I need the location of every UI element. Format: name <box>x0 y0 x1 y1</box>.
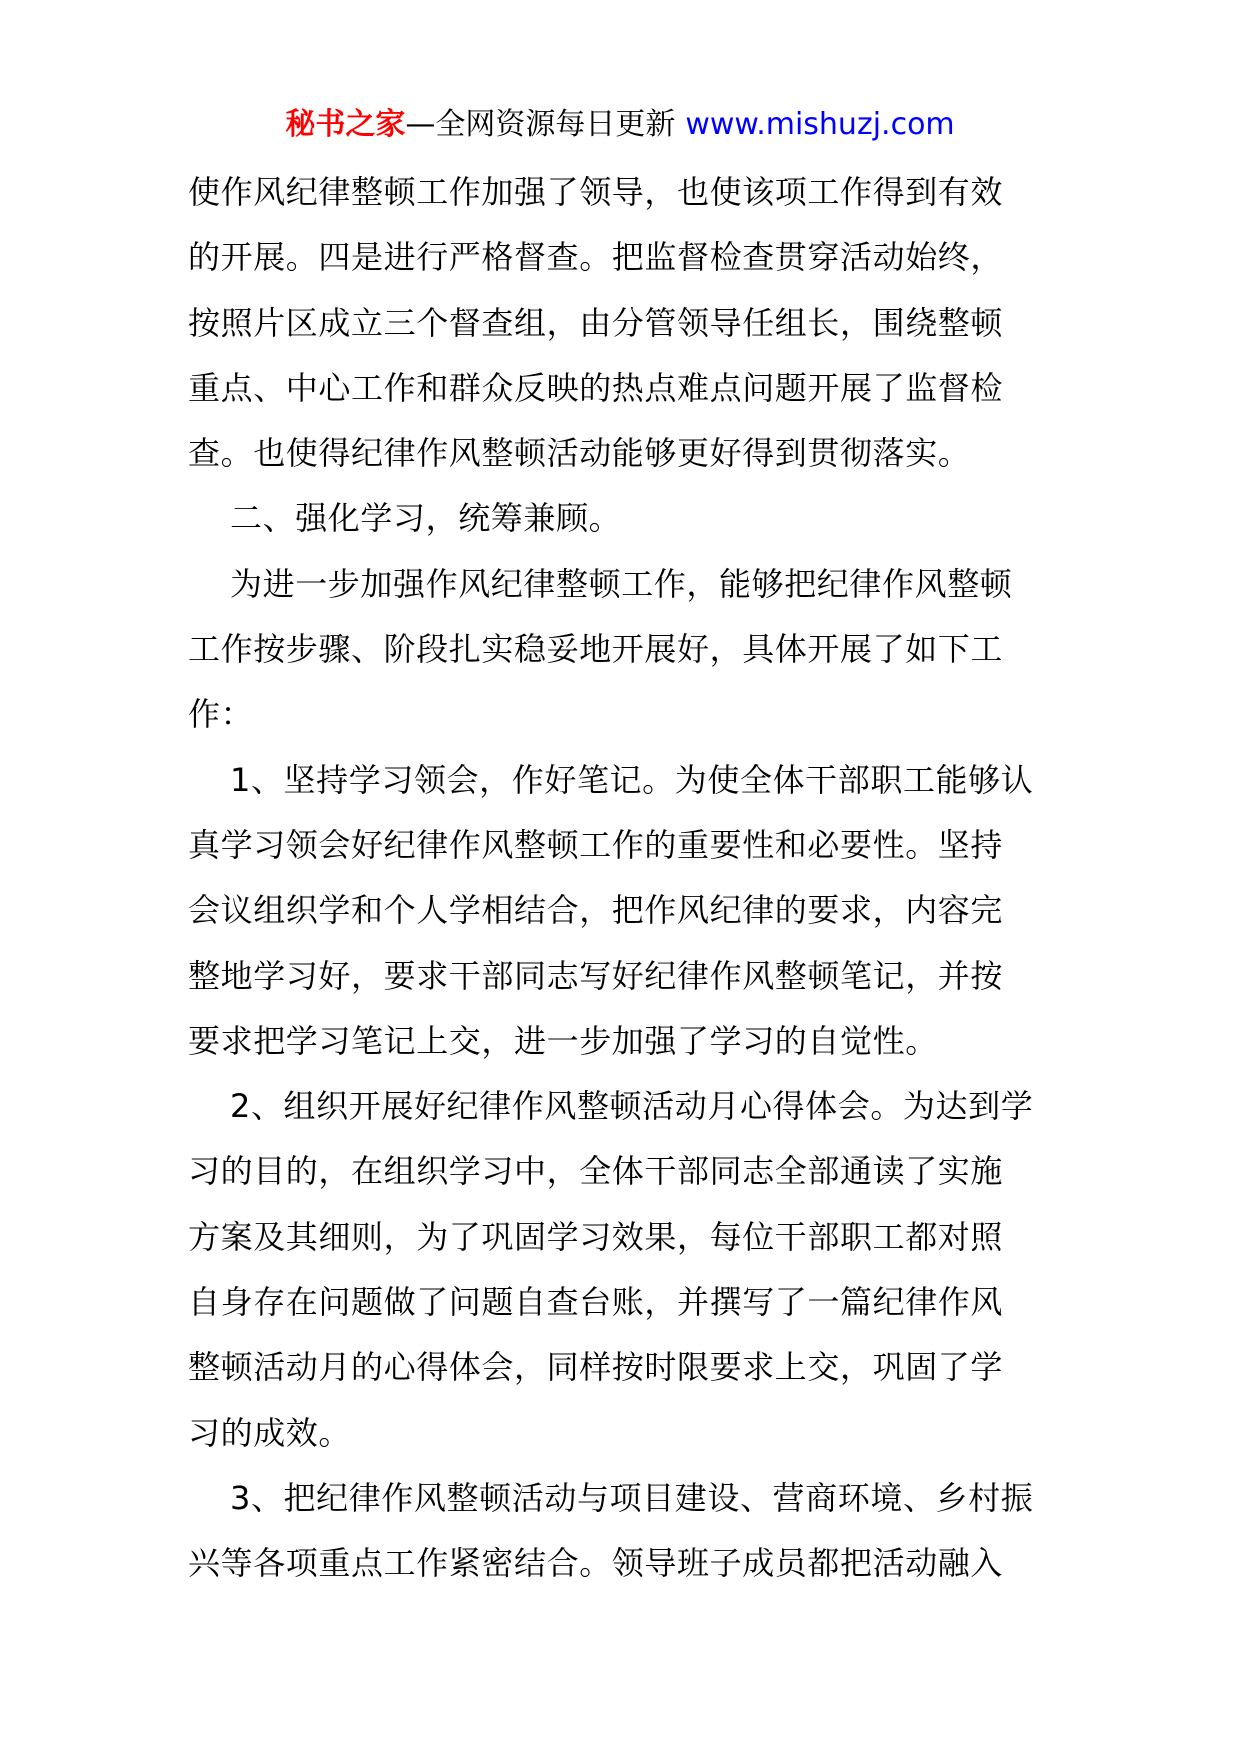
document-body <box>188 160 1068 1597</box>
text-line: 重点、中心工作和群众反映的热点难点问题开展了监督检 <box>188 368 1004 407</box>
text-line: 会议组织学和个人学相结合，把作风纪律的要求，内容完 <box>188 891 1004 930</box>
text-line: 要求把学习笔记上交，进一步加强了学习的自觉性。 <box>188 1021 938 1060</box>
list-item-start: 2、组织开展好纪律作风整顿活动月心得体会。为达到学 <box>230 1087 1034 1126</box>
text-line: 整地学习好，要求干部同志写好纪律作风整顿笔记，并按 <box>188 956 1004 995</box>
list-item-start: 3、把纪律作风整顿活动与项目建设、营商环境、乡村振 <box>230 1478 1034 1517</box>
page-header <box>0 98 1240 152</box>
text-line: 自身存在问题做了问题自查台账，并撰写了一篇纪律作风 <box>188 1283 1004 1322</box>
text-line: 习的成效。 <box>188 1413 352 1452</box>
text-line: 工作按步骤、阶段扎实稳妥地开展好，具体开展了如下工 <box>188 630 1004 669</box>
text-line: 按照片区成立三个督查组，由分管领导任组长，围绕整顿 <box>188 303 1004 342</box>
text-line: 真学习领会好纪律作风整顿工作的重要性和必要性。坚持 <box>188 825 1004 864</box>
text-line: 的开展。四是进行严格督查。把监督检查贯穿活动始终， <box>188 238 1004 277</box>
list-item-start: 1、坚持学习领会，作好笔记。为使全体干部职工能够认 <box>230 760 1034 799</box>
text-line: 习的目的，在组织学习中，全体干部同志全部通读了实施 <box>188 1152 1004 1191</box>
brand-name: 秘书之家 <box>285 107 406 142</box>
header-tagline: —全网资源每日更新 <box>405 107 676 142</box>
text-line: 兴等各项重点工作紧密结合。领导班子成员都把活动融入 <box>188 1544 1004 1583</box>
text-line: 整顿活动月的心得体会，同样按时限要求上交，巩固了学 <box>188 1348 1004 1387</box>
section-heading: 二、强化学习，统筹兼顾。 <box>230 499 622 538</box>
text-line: 查。也使得纪律作风整顿活动能够更好得到贯彻落实。 <box>188 434 971 473</box>
text-line: 为进一步加强作风纪律整顿工作，能够把纪律作风整顿 <box>230 564 1013 603</box>
text-line: 作： <box>188 695 254 734</box>
text-line: 方案及其细则，为了巩固学习效果，每位干部职工都对照 <box>188 1217 1004 1256</box>
text-line: 使作风纪律整顿工作加强了领导，也使该项工作得到有效 <box>188 173 1004 211</box>
website-link[interactable]: www.mishuzj.com <box>685 107 955 142</box>
